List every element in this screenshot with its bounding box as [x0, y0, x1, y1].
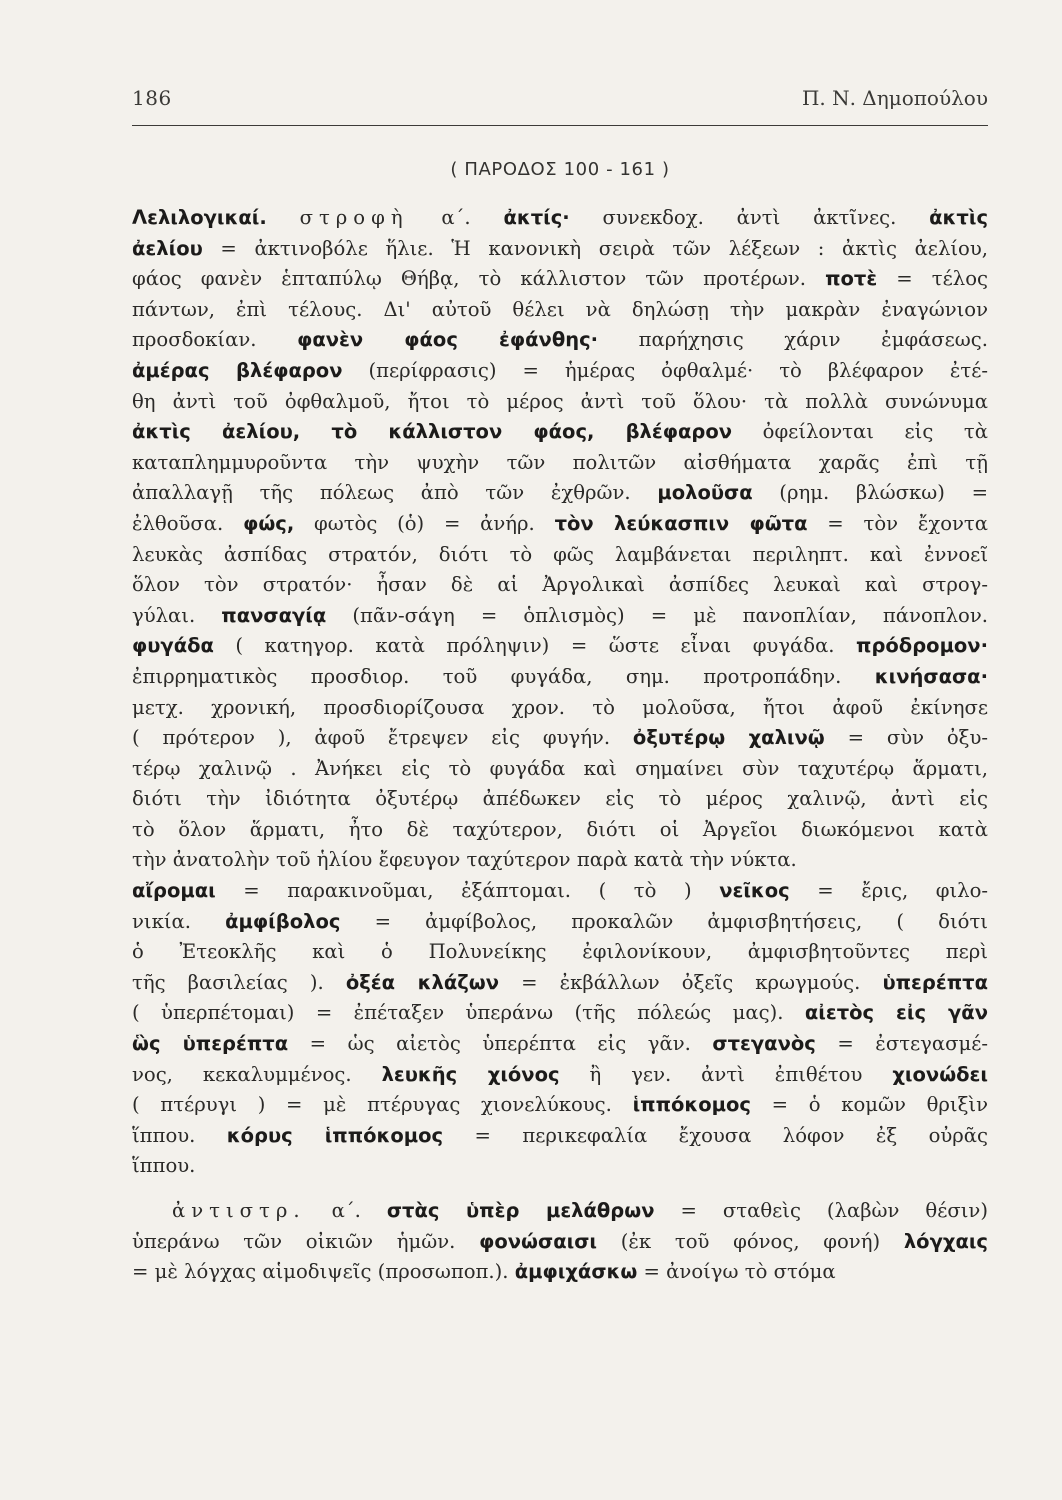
- text-segment: παρήχησις χάριν ἐμφάσεως.: [598, 328, 988, 352]
- lemma-term: κινήσασα·: [874, 664, 988, 688]
- text-line: [132, 203, 988, 234]
- page-number: 186: [132, 86, 172, 110]
- lemma-term: φώς,: [243, 511, 295, 535]
- lemma-term: ποτὲ: [825, 267, 878, 291]
- text-segment: (ἐκ τοῦ φόνος, φονή): [596, 1229, 904, 1253]
- text-line: [132, 448, 988, 479]
- lemma-term: πρόδρομον·: [856, 634, 988, 658]
- lemma-term: ἀμφίβολος: [225, 909, 341, 933]
- text-segment: [267, 206, 300, 229]
- text-line: [132, 998, 988, 1029]
- text-segment: λευκὰς ἀσπίδας στρατόν, διότι τὸ φῶς λαμβάνεται περιληπτ. καὶ ἐννοεῖ: [132, 542, 988, 566]
- page-header: [132, 86, 988, 118]
- text-segment: τὴν ἀνατολὴν τοῦ ἡλίου ἔφευγον ταχύτερον παρὰ κατὰ τὴν νύκτα.: [132, 848, 797, 872]
- running-head: Π. Ν. Δημοπούλου: [801, 86, 988, 110]
- text-segment: ἀντιστρ.: [172, 1199, 306, 1222]
- header-rule: [132, 125, 988, 126]
- lemma-term: ὀξέα κλάζων: [345, 970, 499, 994]
- section-title: ( ΠΑΡΟΔΟΣ 100 - 161 ): [450, 159, 670, 180]
- lemma-term: ὀξυτέρῳ χαλινῷ: [632, 726, 825, 750]
- text-line: [132, 356, 988, 387]
- text-segment: α΄.: [305, 1199, 387, 1222]
- text-segment: ( κατηγορ. κατὰ πρόληψιν) = ὥστε εἶναι φυγάδα.: [213, 634, 857, 658]
- text-segment: = ἐκβάλλων ὀξεῖς κρωγμούς.: [499, 970, 883, 994]
- text-line: [132, 1121, 988, 1152]
- text-segment: τῆς βασιλείας ).: [132, 970, 346, 994]
- lemma-term: ἀμέρας βλέφαρον: [132, 358, 343, 382]
- text-line: [132, 662, 988, 693]
- text-segment: συνεκδοχ. ἀντὶ ἀκτῖνες.: [569, 206, 930, 229]
- text-segment: = ὁ κομῶν θριξὶν: [750, 1093, 988, 1117]
- text-segment: φάος φανὲν ἑπταπύλῳ Θήβᾳ, τὸ κάλλιστον τῶν προτέρων.: [132, 267, 826, 291]
- lemma-term: ἱππόκομος: [632, 1093, 751, 1117]
- text-line: [132, 417, 988, 448]
- text-line: [132, 540, 988, 571]
- text-segment: πάντων, ἐπὶ τέλους. Δι' αὐτοῦ θέλει νὰ δηλώσῃ τὴν μακρὰν ἐναγώνιον: [132, 297, 988, 321]
- text-segment: ἐπιρρηματικὸς προσδιορ. τοῦ φυγάδα, σημ. προτροπάδην.: [132, 664, 875, 688]
- text-segment: = ἔρις, φιλο-: [789, 879, 988, 903]
- text-line: [132, 754, 988, 785]
- text-segment: ( πτέρυγι ) = μὲ πτέρυγας χιονελύκους.: [132, 1093, 633, 1117]
- text-line: [132, 1196, 988, 1227]
- text-line: [132, 1060, 988, 1091]
- lemma-term: φανὲν φάος ἐφάνθης·: [297, 328, 599, 352]
- lemma-term: ὣς ὑπερέπτα: [132, 1032, 289, 1056]
- text-segment: = περικεφαλία ἔχουσα λόφον ἐξ οὐρᾶς: [443, 1123, 988, 1147]
- text-segment: = ὡς αἰετὸς ὑπερέπτα εἰς γᾶν.: [288, 1032, 713, 1056]
- commentary-text: [132, 203, 988, 1288]
- text-segment: = ἀμφίβολος, προκαλῶν ἀμφισβητήσεις, ( διότι: [340, 909, 988, 933]
- text-line: [132, 845, 988, 876]
- text-segment: ( ὑπερπέτομαι) = ἐπέταξεν ὑπεράνω (τῆς πόλεώς μας).: [132, 1001, 805, 1025]
- text-line: [132, 693, 988, 724]
- text-line: [132, 784, 988, 815]
- text-segment: ἐλθοῦσα.: [132, 511, 244, 535]
- text-line: [132, 937, 988, 968]
- text-segment: προσδοκίαν.: [132, 328, 298, 352]
- text-segment: καταπλημμυροῦντα τὴν ψυχὴν τῶν πολιτῶν αἰσθήματα χαρᾶς ἐπὶ τῇ: [132, 450, 988, 474]
- lemma-term: λευκῆς χιόνος: [381, 1062, 560, 1086]
- text-segment: τέρῳ χαλινῷ . Ἀνήκει εἰς τὸ φυγάδα καὶ σημαίνει σὺν ταχυτέρῳ ἅρματι,: [132, 756, 988, 780]
- text-segment: φωτὸς (ὁ) = ἀνήρ.: [294, 511, 555, 535]
- lemma-term: Λελιλογικαί.: [132, 206, 267, 229]
- lemma-term: αἰετὸς εἰς γᾶν: [804, 1001, 988, 1025]
- text-segment: ἢ γεν. ἀντὶ ἐπιθέτου: [559, 1062, 893, 1086]
- text-line: [132, 1257, 988, 1288]
- lemma-term: ἀκτὶς ἀελίου, τὸ κάλλιστον φάος, βλέφαρον: [132, 420, 733, 444]
- text-line: [132, 968, 988, 999]
- text-segment: θη ἀντὶ τοῦ ὀφθαλμοῦ, ἤτοι τὸ μέρος ἀντὶ τοῦ ὅλου· τὰ πολλὰ συνώνυμα: [132, 389, 988, 413]
- text-line: [132, 325, 988, 356]
- text-segment: = τέλος: [877, 267, 988, 291]
- text-line: [132, 295, 988, 326]
- lemma-term: μολοῦσα: [657, 481, 753, 505]
- lemma-term: φονώσαισι: [479, 1229, 597, 1253]
- lemma-term: νεῖκος: [719, 879, 790, 903]
- text-line: [132, 1090, 988, 1121]
- text-segment: α΄.: [408, 206, 504, 229]
- text-segment: γύλαι.: [132, 603, 222, 627]
- text-segment: ἵππου.: [132, 1123, 227, 1147]
- text-segment: νικία.: [132, 909, 226, 933]
- text-line: [132, 509, 988, 540]
- lemma-term: ὑπερέπτα: [882, 970, 988, 994]
- text-segment: ὑπεράνω τῶν οἰκιῶν ἡμῶν.: [132, 1229, 480, 1253]
- text-line: [132, 815, 988, 846]
- text-segment: = ἀνοίγω τὸ στόμα: [637, 1260, 836, 1284]
- text-line: [132, 264, 988, 295]
- lemma-term: λόγχαις: [903, 1229, 988, 1253]
- lemma-term: ἀελίου: [132, 236, 203, 260]
- text-segment: = σὺν ὀξυ-: [824, 726, 988, 750]
- text-segment: (πᾶν-σάγη = ὁπλισμὸς) = μὲ πανοπλίαν, πάνοπλον.: [326, 603, 988, 627]
- lemma-term: κόρυς ἱππόκομος: [226, 1123, 444, 1147]
- text-segment: = σταθεὶς (λαβὼν θέσιν): [654, 1199, 988, 1222]
- lemma-term: στὰς ὑπὲρ μελάθρων: [386, 1199, 655, 1222]
- text-segment: μετχ. χρονική, προσδιορίζουσα χρον. τὸ μολοῦσα, ἤτοι ἀφοῦ ἐκίνησε: [132, 695, 988, 719]
- text-segment: = ἐστεγασμέ-: [815, 1032, 988, 1056]
- text-segment: ὁ Ἐτεοκλῆς καὶ ὁ Πολυνείκης ἐφιλονίκουν, ἀμφισβητοῦντες περὶ: [132, 940, 988, 964]
- text-line: [132, 907, 988, 938]
- text-line: [132, 387, 988, 418]
- text-segment: = μὲ λόγχας αἱμοδιψεῖς (προσωποπ.).: [132, 1260, 515, 1284]
- text-segment: ( πρότερον ), ἀφοῦ ἔτρεψεν εἰς φυγήν.: [132, 726, 633, 750]
- text-segment: ἵππου.: [132, 1154, 196, 1178]
- lemma-term: χιονώδει: [892, 1062, 988, 1086]
- text-segment: διότι τὴν ἰδιότητα ὀξυτέρῳ ἀπέδωκεν εἰς τὸ μέρος χαλινῷ, ἀντὶ εἰς: [132, 787, 988, 811]
- text-segment: ἀπαλλαγῇ τῆς πόλεως ἀπὸ τῶν ἐχθρῶν.: [132, 481, 658, 505]
- text-segment: ὀφείλονται εἰς τὰ: [732, 420, 988, 444]
- lemma-term: τὸν λεύκασπιν φῶτα: [554, 511, 808, 535]
- text-segment: (ρημ. βλώσκω) =: [752, 481, 988, 505]
- lemma-term: ἀμφιχάσκω: [514, 1260, 638, 1284]
- text-segment: τὸ ὅλον ἅρματι, ἦτο δὲ ταχύτερον, διότι οἱ Ἀργεῖοι διωκόμενοι κατὰ: [132, 817, 988, 841]
- text-segment: ὅλον τὸν στρατόν· ἦσαν δὲ αἱ Ἀργολικαὶ ἀσπίδες λευκαὶ καὶ στρογ-: [132, 573, 988, 597]
- text-segment: (περίφρασις) = ἡμέρας ὀφθαλμέ· τὸ βλέφαρον ἐτέ-: [342, 358, 988, 382]
- text-line: [132, 570, 988, 601]
- lemma-term: πανσαγίᾳ: [221, 603, 327, 627]
- lemma-term: στεγανὸς: [712, 1032, 816, 1056]
- text-line: [132, 478, 988, 509]
- text-line: [132, 1151, 988, 1182]
- text-line: [132, 601, 988, 632]
- text-line: [132, 234, 988, 265]
- text-line: [132, 1029, 988, 1060]
- text-segment: = ἀκτινοβόλε ἥλιε. Ἡ κανονικὴ σειρὰ τῶν λέξεων : ἀκτὶς ἀελίου,: [202, 236, 988, 260]
- text-line: [132, 631, 988, 662]
- text-segment: = παρακινοῦμαι, ἐξάπτομαι. ( τὸ ): [215, 879, 720, 903]
- text-segment: = τὸν ἔχοντα: [807, 511, 988, 535]
- lemma-term: αἴρομαι: [132, 879, 216, 903]
- lemma-term: ἀκτίς·: [503, 206, 570, 229]
- text-line: [132, 1227, 988, 1258]
- text-segment: στροφὴ: [299, 206, 409, 229]
- lemma-term: φυγάδα: [132, 634, 214, 658]
- text-line: [132, 723, 988, 754]
- text-line: [132, 876, 988, 907]
- lemma-term: ἀκτὶς: [929, 206, 988, 229]
- text-segment: νος, κεκαλυμμένος.: [132, 1062, 382, 1086]
